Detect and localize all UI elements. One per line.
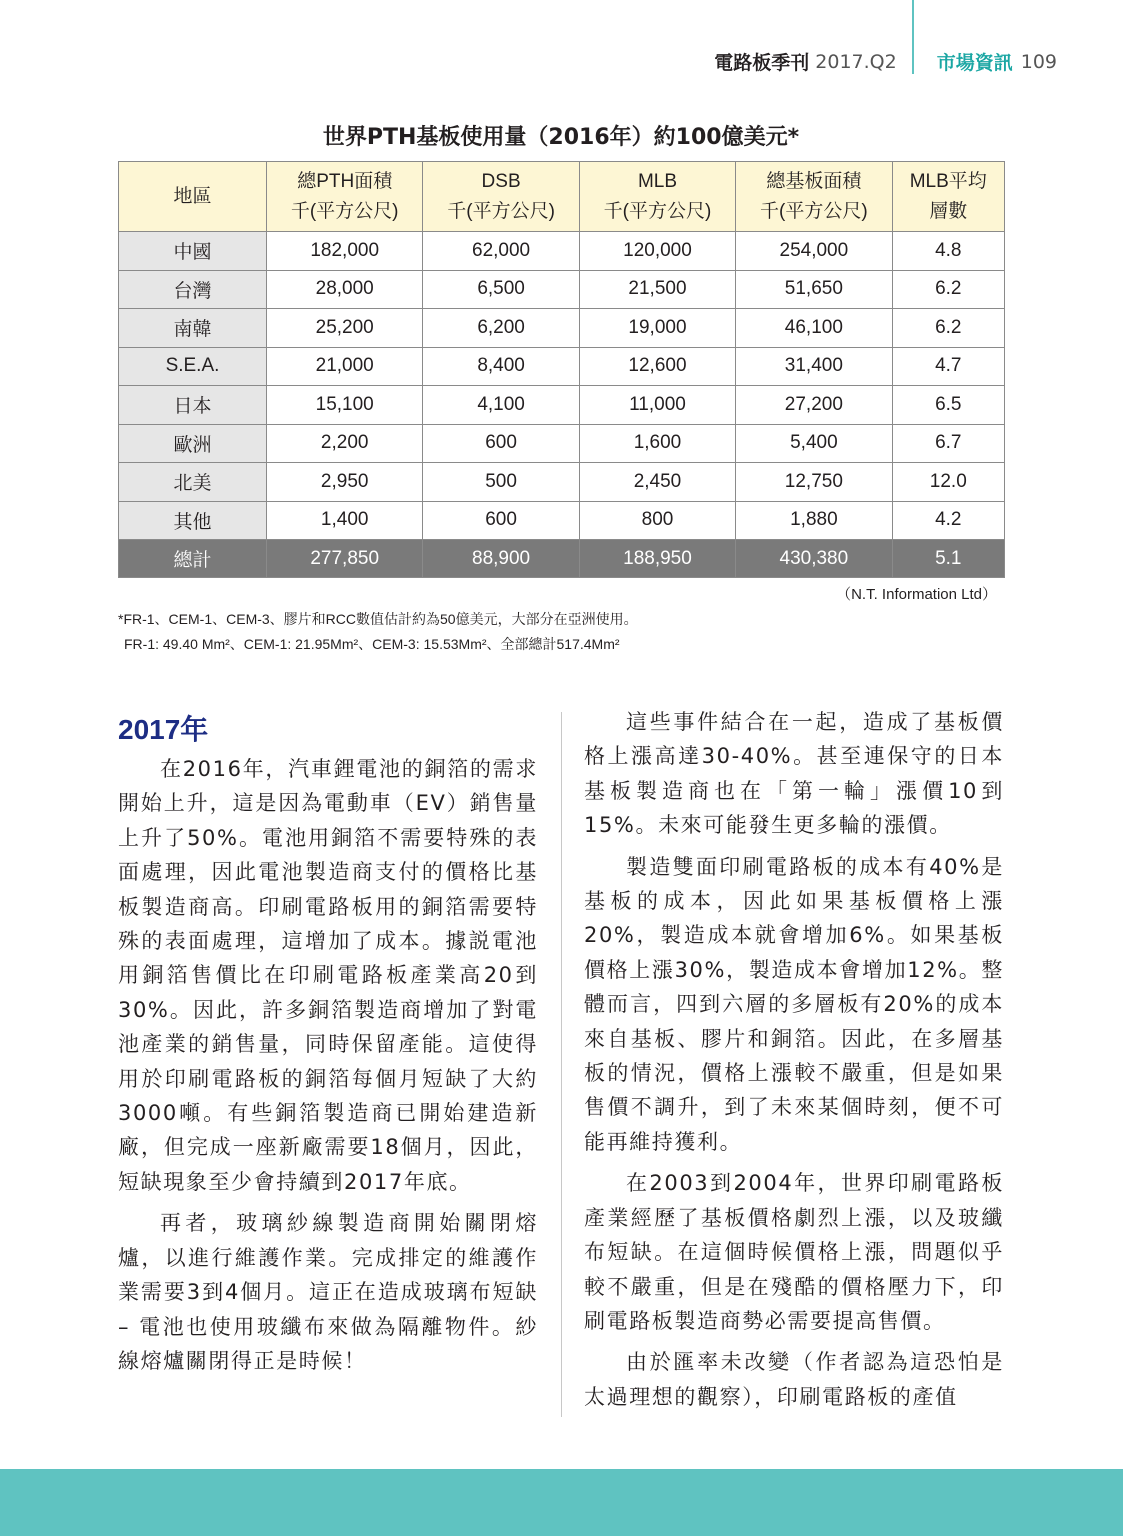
- value-cell: 6,500: [423, 270, 579, 309]
- total-value-cell: 188,950: [579, 540, 735, 578]
- value-cell: 62,000: [423, 232, 579, 271]
- total-value-cell: 430,380: [736, 540, 892, 578]
- section-label: 市場資訊: [936, 52, 1013, 74]
- total-label-cell: 總計: [119, 540, 267, 578]
- table-row: [119, 463, 1005, 502]
- value-cell: 600: [423, 501, 579, 540]
- region-cell: 中國: [119, 232, 267, 271]
- value-cell: 11,000: [579, 386, 735, 425]
- column-divider: [561, 712, 562, 1417]
- column-header-line: 地區: [173, 185, 212, 207]
- value-cell: 2,950: [267, 463, 423, 502]
- column-header-line: MLB: [637, 170, 678, 192]
- column-header-line: 千(平方公尺): [290, 200, 399, 222]
- article-column-right: [584, 705, 1004, 1421]
- region-cell: 台灣: [119, 270, 267, 309]
- value-cell: 21,500: [579, 270, 735, 309]
- table-row: [119, 386, 1005, 425]
- value-cell: 2,200: [267, 424, 423, 463]
- column-header: [119, 162, 267, 232]
- total-value-cell: 277,850: [267, 540, 423, 578]
- column-header-line: 千(平方公尺): [447, 200, 555, 222]
- column-header: [423, 162, 579, 232]
- value-cell: 254,000: [736, 232, 892, 271]
- table-row: [119, 309, 1005, 348]
- region-cell: 其他: [119, 501, 267, 540]
- column-header-line: MLB平均: [909, 170, 987, 192]
- value-cell: 12,600: [579, 347, 735, 386]
- column-header: [267, 162, 423, 232]
- column-header-line: 總PTH面積: [297, 170, 393, 192]
- value-cell: 6.2: [892, 270, 1004, 309]
- value-cell: 6.2: [892, 309, 1004, 348]
- paragraph: 由於匯率未改變（作者認為這恐怕是太過理想的觀察），印刷電路板的產值: [584, 1350, 1004, 1409]
- value-cell: 500: [423, 463, 579, 502]
- value-cell: 600: [423, 424, 579, 463]
- column-header-line: 千(平方公尺): [760, 200, 868, 222]
- column-header-line: 層數: [929, 200, 968, 222]
- column-header-line: 總基板面積: [766, 170, 862, 192]
- value-cell: 4.2: [892, 501, 1004, 540]
- value-cell: 19,000: [579, 309, 735, 348]
- region-cell: 北美: [119, 463, 267, 502]
- column-header: [736, 162, 892, 232]
- table-row: [119, 270, 1005, 309]
- table-header-row: [119, 162, 1005, 232]
- table-body: [119, 232, 1005, 540]
- value-cell: 120,000: [579, 232, 735, 271]
- section-title: 2017年: [118, 714, 209, 745]
- value-cell: 2,450: [579, 463, 735, 502]
- running-header: [714, 48, 1057, 75]
- value-cell: 8,400: [423, 347, 579, 386]
- value-cell: 4,100: [423, 386, 579, 425]
- table-footnote-2: FR-1: 49.40 Mm²、CEM-1: 21.95Mm²、CEM-3: 15.53Mm²、全部總計517.4Mm²: [124, 636, 620, 652]
- value-cell: 46,100: [736, 309, 892, 348]
- value-cell: 21,000: [267, 347, 423, 386]
- table-row: [119, 347, 1005, 386]
- page-number: 109: [1020, 50, 1057, 73]
- value-cell: 1,600: [579, 424, 735, 463]
- value-cell: 182,000: [267, 232, 423, 271]
- value-cell: 800: [579, 501, 735, 540]
- value-cell: 6.5: [892, 386, 1004, 425]
- table-row: [119, 232, 1005, 271]
- paragraph: 再者，玻璃紗線製造商開始關閉熔爐，以進行維護作業。完成排定的維護作業需要3到4個月。這正在造成玻璃布短缺 – 電池也使用玻纖布來做為隔離物件。紗線熔爐關閉得正是時候！: [118, 1211, 538, 1373]
- value-cell: 27,200: [736, 386, 892, 425]
- value-cell: 4.7: [892, 347, 1004, 386]
- value-cell: 51,650: [736, 270, 892, 309]
- table-footnote-1: *FR-1、CEM-1、CEM-3、膠片和RCC數值估計約為50億美元，大部分在亞洲使用。: [118, 611, 638, 627]
- table-title: 世界PTH基板使用量（2016年）約100億美元*: [322, 125, 800, 150]
- table-total-row: [119, 540, 1005, 578]
- region-cell: 南韓: [119, 309, 267, 348]
- value-cell: 6,200: [423, 309, 579, 348]
- pth-substrate-table: [118, 161, 1005, 578]
- value-cell: 1,400: [267, 501, 423, 540]
- table-row: [119, 501, 1005, 540]
- footer-bar: [0, 1469, 1123, 1536]
- value-cell: 12,750: [736, 463, 892, 502]
- value-cell: 6.7: [892, 424, 1004, 463]
- value-cell: 31,400: [736, 347, 892, 386]
- column-header: [892, 162, 1004, 232]
- value-cell: 4.8: [892, 232, 1004, 271]
- paragraph: 在2016年，汽車鋰電池的銅箔的需求開始上升，這是因為電動車（EV）銷售量上升了50%。電池用銅箔不需要特殊的表面處理，因此電池製造商支付的價格比基板製造商高。印刷電路板用的銅箔需要特殊的表面處理，這增加了成本。據説電池用銅箔售價比在印刷電路板產業高20到30%。因此，許多銅箔製造商增加了對電池產業的銷售量，同時保留產能。這使得用於印刷電路板的銅箔每個月短缺了大約3000噸。有些銅箔製造商已開始建造新廠，但完成一座新廠需要18個月，因此，短缺現象至少會持續到2017年底。: [118, 757, 538, 1194]
- value-cell: 28,000: [267, 270, 423, 309]
- total-value-cell: 88,900: [423, 540, 579, 578]
- region-cell: 歐洲: [119, 424, 267, 463]
- paragraph: 在2003到2004年，世界印刷電路板產業經歷了基板價格劇烈上漲，以及玻纖布短缺。在這個時候價格上漲，問題似乎較不嚴重，但是在殘酷的價格壓力下，印刷電路板製造商勢必需要提高售價。: [584, 1171, 1004, 1333]
- paragraph: 這些事件結合在一起，造成了基板價格上漲高達30-40%。甚至連保守的日本基板製造商也在「第一輪」漲價10到15%。未來可能發生更多輪的漲價。: [584, 710, 1004, 838]
- issue-label: 2017.Q2: [815, 50, 897, 73]
- value-cell: 1,880: [736, 501, 892, 540]
- column-header-line: 千(平方公尺): [603, 200, 712, 222]
- value-cell: 15,100: [267, 386, 423, 425]
- magazine-name: 電路板季刊: [714, 52, 810, 74]
- paragraph: 製造雙面印刷電路板的成本有40%是基板的成本，因此如果基板價格上漲20%，製造成本就會增加6%。如果基板價格上漲30%，製造成本會增加12%。整體而言，四到六層的多層板有20%的成本來自基板、膠片和銅箔。因此，在多層基板的情況，價格上漲較不嚴重，但是如果售價不調升，到了未來某個時刻，便不可能再維持獲利。: [584, 854, 1004, 1154]
- column-header-line: DSB: [481, 170, 521, 192]
- region-cell: 日本: [119, 386, 267, 425]
- value-cell: 12.0: [892, 463, 1004, 502]
- value-cell: 25,200: [267, 309, 423, 348]
- article-column-left: [118, 752, 538, 1385]
- table-source: （N.T. Information Ltd）: [836, 586, 997, 603]
- total-value-cell: 5.1: [892, 540, 1004, 578]
- value-cell: 5,400: [736, 424, 892, 463]
- table-row: [119, 424, 1005, 463]
- column-header: [579, 162, 735, 232]
- region-cell: S.E.A.: [119, 347, 267, 386]
